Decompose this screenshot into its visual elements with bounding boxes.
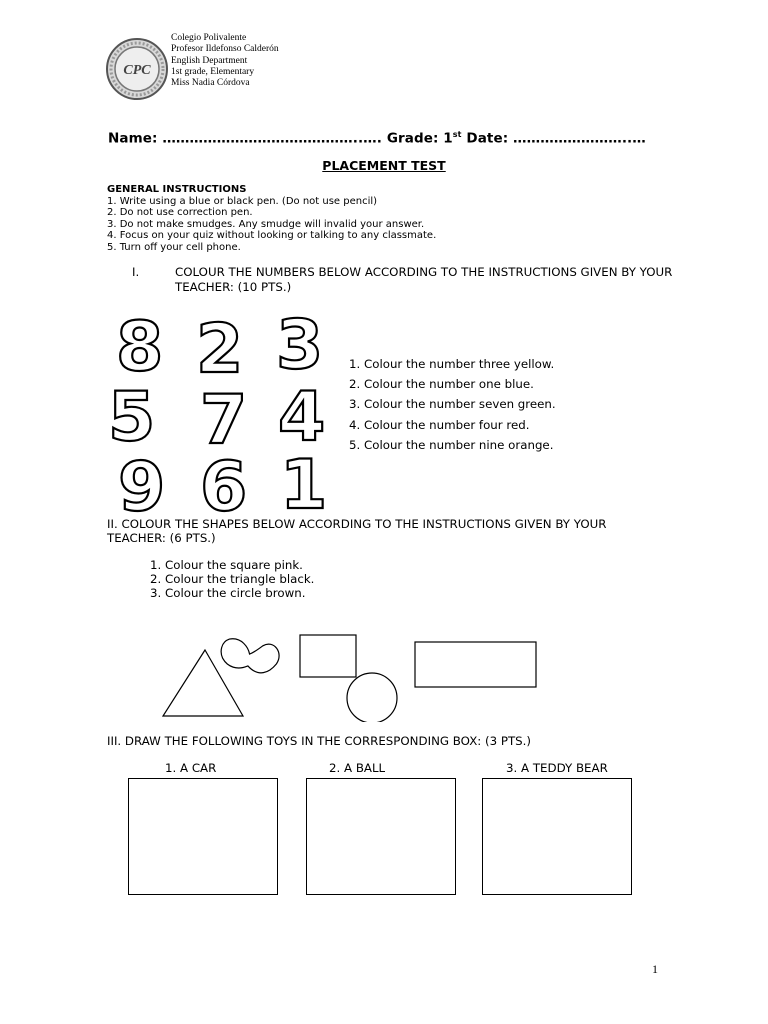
name-field[interactable]: Name: ……………………………………..…. [108, 130, 383, 147]
shape-instruction: 3. Colour the circle brown. [150, 586, 306, 600]
school-seal-logo [105, 37, 169, 101]
instruction-item: 1. Write using a blue or black pen. (Do not use pencil) [107, 195, 378, 207]
digit-5: 5 [108, 378, 156, 457]
page-title: PLACEMENT TEST [322, 158, 446, 173]
grade-label: Grade: 1 [386, 130, 453, 147]
school-info [171, 33, 279, 89]
toy-box-label-car: 1. A CAR [165, 761, 217, 775]
digit-7: 7 [200, 381, 248, 460]
instruction-item: 4. Focus on your quiz without looking or talking to any classmate. [107, 230, 437, 242]
colour-instruction: 5. Colour the number nine orange. [349, 437, 554, 452]
drawing-box-car[interactable] [128, 778, 278, 895]
shape-instruction: 1. Colour the square pink. [150, 558, 303, 572]
square-shape[interactable] [300, 635, 356, 677]
school-name: Colegio Polivalente [171, 33, 247, 43]
toy-box-label-ball: 2. A BALL [329, 761, 386, 775]
instruction-item: 2. Do not use correction pen. [107, 207, 253, 219]
general-instructions-heading: GENERAL INSTRUCTIONS [107, 184, 247, 195]
shape-instruction: 2. Colour the triangle black. [150, 572, 315, 586]
section-1-instructions [349, 354, 556, 455]
heart-shape[interactable] [219, 637, 281, 675]
colour-instruction: 1. Colour the number three yellow. [349, 357, 555, 371]
general-instructions [107, 184, 436, 254]
instruction-item: 3. Do not make smudges. Any smudge will invalid your answer. [107, 218, 425, 230]
school-department: English Department [171, 55, 248, 66]
school-teacher-name: Profesor Ildefonso Calderón [171, 44, 279, 55]
section-1-heading: COLOUR THE NUMBERS BELOW ACCORDING TO THE INSTRUCTIONS GIVEN BY YOUR TEACHER: (10 PTS.) [175, 265, 673, 294]
colour-instruction: 3. Colour the number seven green. [349, 397, 556, 412]
digit-9: 9 [118, 448, 166, 515]
date-field[interactable]: Date: ……………………..… [466, 130, 646, 147]
toy-box-label-teddy-bear: 3. A TEDDY BEAR [506, 761, 608, 775]
shapes-area [155, 630, 545, 722]
page-number: 1 [652, 962, 658, 976]
colour-instruction: 4. Colour the number four red. [349, 417, 530, 432]
outlined-digits-grid [108, 310, 333, 515]
instruction-item: 5. Turn off your cell phone. [107, 241, 241, 253]
student-info-line [108, 130, 646, 147]
digit-2: 2 [196, 310, 244, 389]
section-1-number: I. [132, 265, 140, 279]
drawing-box-ball[interactable] [306, 778, 456, 895]
colour-instruction: 2. Colour the number one blue. [349, 377, 534, 392]
rectangle-shape[interactable] [415, 642, 536, 687]
school-grade: 1st grade, Elementary [171, 66, 255, 77]
grade-suffix: st [452, 130, 462, 139]
digit-6: 6 [200, 448, 248, 515]
svg-text:CPC: CPC [123, 63, 151, 78]
digit-3: 3 [276, 310, 324, 385]
digit-8: 8 [116, 310, 164, 387]
digit-4: 4 [278, 378, 326, 457]
section-2-instructions [150, 558, 314, 600]
circle-shape[interactable] [347, 673, 397, 722]
section-2-heading: II. COLOUR THE SHAPES BELOW ACCORDING TO THE INSTRUCTIONS GIVEN BY YOUR TEACHER: (6 PTS.) [107, 517, 607, 545]
digit-1: 1 [280, 446, 328, 515]
drawing-box-teddy-bear[interactable] [482, 778, 632, 895]
section-3-heading: III. DRAW THE FOLLOWING TOYS IN THE CORRESPONDING BOX: (3 PTS.) [107, 734, 532, 748]
school-instructor: Miss Nadia Córdova [171, 78, 250, 89]
